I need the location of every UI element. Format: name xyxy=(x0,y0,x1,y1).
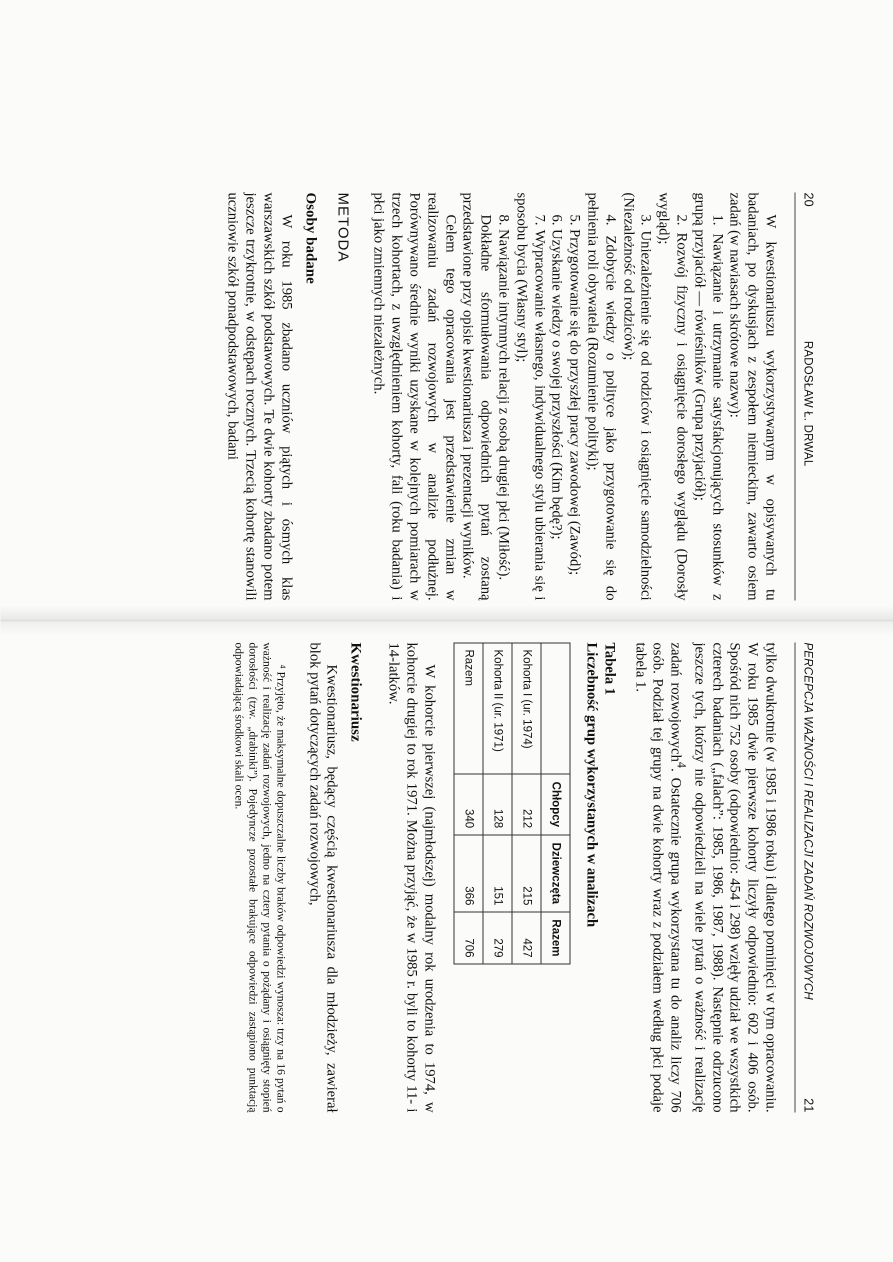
task-item-6: 6. Uzyskanie wiedzy o swojej przyszłości (Kim będę?); xyxy=(548,214,565,540)
table-cell: 340 xyxy=(453,774,482,835)
table-header-row xyxy=(540,643,569,964)
paragraph-formulations: Dokładne sformułowania odpowiednich pytań zostaną przedstawione przy opisie kwestionariusza i prezentacji wyników. xyxy=(459,192,494,600)
paragraph-text: tylko dwukrotnie (w 1985 i 1986 roku) i dlatego pominięci w tym opracowaniu. W roku 1985 dwie pierwsze kohorty liczyły odpowiednio: 602 i 406 osób. Spośród nich 752 osoby (odpowiednio: 454 i 298) wzięły udział we wszystkich czterech badaniach („falach”: 1985, 1986, 1987, 1988). Następnie odrzucono jeszcze tych, którzy nie odpowiedzieli na wiele pytań o ważność i realizację zadań rozwojowych xyxy=(667,642,778,1112)
task-item-3: 3. Uniezależnienie się od rodziców i osiągnięcie samodzielności (Niezależność od rodziców); xyxy=(619,192,654,600)
table-cell: 151 xyxy=(482,834,511,911)
right-page xyxy=(0,620,893,1262)
table-cell: Razem xyxy=(453,643,482,774)
intro-paragraph: W kwestionariuszu wykorzystywanym w opisywanych tu badaniach, po dyskusjach z zespołem niemieckim, zawarto osiem zadań (w nawiasach skrótowe nazwy): xyxy=(726,192,778,600)
table-cell: 128 xyxy=(482,774,511,835)
paragraph-aim: Celem tego opracowania jest przedstawienie zmian w realizowaniu zadań rozwojowych w analizie podłużnej. Porównywano średnie wyniki uzyskane w kolejnych pomiarach w trzech kohortach, z uwzględnieniem kohorty, fali (roku badania) i płci jako zmiennych niezależnych. xyxy=(370,192,458,600)
table-header-cell: Razem xyxy=(540,911,569,963)
footnote-marker: 4 xyxy=(674,761,689,768)
table-cell: Kohorta I (ur. 1974) xyxy=(511,643,540,774)
table-cell: Kohorta II (ur. 1971) xyxy=(482,643,511,774)
running-header-right xyxy=(794,642,815,1112)
table-row xyxy=(482,643,511,964)
section-heading-method: METODA xyxy=(333,192,351,262)
paragraph-cohorts: W kohorcie pierwszej (najmłodszej) modalny rok urodzenia to 1974, w kohorcie drugiej to rok 1971. Można przyjąć, że w 1985 r. byli to kohorty 11- i 14-latków. xyxy=(385,642,437,1112)
table-row xyxy=(453,643,482,964)
table-header-cell xyxy=(540,643,569,774)
table-cell: 212 xyxy=(511,774,540,835)
task-item-8: 8. Nawiązanie intymnych relacji z osobą drugiej płci (Miłość). xyxy=(495,214,512,580)
paragraph-questionnaire: Kwestionariusz, będący częścią kwestionariusza dla młodzieży, zawierał blok pytań dotyczących zadań rozwojowych, xyxy=(305,642,340,1112)
table-cell: 279 xyxy=(482,911,511,963)
subsection-heading-participants: Osoby badane xyxy=(301,192,318,284)
task-item-1: 1. Nawiązanie i utrzymanie satysfakcjonujących stosunków z grupą przyjaciół — rówieśników (Grupa przyjaciół); xyxy=(690,192,725,600)
paragraph-text: . Ostatecznie grupa wykorzystana tu do analiz liczy 706 osób. Podział tej grupy na dwie kohorty wraz z podziałem według płci podaje tabela 1. xyxy=(631,642,684,1113)
table-cell: 706 xyxy=(453,911,482,963)
table-header-cell: Dziewczęta xyxy=(540,834,569,911)
table-title: Liczebność grup wykorzystanych w analizach xyxy=(582,642,599,927)
cohort-table xyxy=(453,642,570,964)
left-page xyxy=(0,0,893,620)
table-cell: 215 xyxy=(511,834,540,911)
task-item-2: 2. Rozwój fizyczny i osiągnięcie dorosłego wyglądu (Dorosły wygląd); xyxy=(655,192,690,600)
table-cell: 427 xyxy=(511,911,540,963)
footnote: ⁴ Przyjęto, że maksymalne dopuszczalne liczby braków odpowiedzi wynosza: trzy na 16 pytań o ważność i realizację zadań rozwojowych, jedno na cztery pytania o pożądany i osiągnięty stopień dorosłości (tzw. „drabinki”). Pojedyncze pozostałe brakujące odpowiedzi zastąpiono punktacją odpowiadającą środkowi skali ocen. xyxy=(232,642,286,1112)
table-label: Tabela 1 xyxy=(600,642,617,695)
running-head-title: PERCEPCJA WAŻNOŚCI I REALIZACJI ZADAŃ ROZWOJOWYCH xyxy=(801,642,813,1000)
task-item-7: 7. Wypracowanie własnego, indywidualnego stylu ubierania się i sposobu bycia (Własny styl); xyxy=(512,192,547,600)
table-header-cell: Chłopcy xyxy=(540,774,569,835)
page-number: 20 xyxy=(801,192,815,207)
running-header-left xyxy=(794,192,815,600)
table-cell: 366 xyxy=(453,834,482,911)
running-head-author: RADOSŁAW Ł. DRWAL xyxy=(801,340,813,466)
paragraph-continuation xyxy=(630,642,778,1112)
paragraph-participants: W roku 1985 zbadano uczniów piątych i ósmych klas warszawskich szkół podstawowych. Te dwie kohorty zbadano potem jeszcze trzykrotnie, w odstępach rocznych. Trzecią kohortę stanowili uczniowie szkół ponadpodstawowych, badani xyxy=(224,192,294,600)
task-item-4: 4. Zdobycie wiedzy o polityce jako przygotowanie się do pełnienia roli obywatela (Rozumienie polityki); xyxy=(584,192,618,600)
task-item-5: 5. Przygotowanie się do przyszłej pracy zawodowej (Zawód); xyxy=(566,214,583,575)
table-row xyxy=(511,643,540,964)
page-number: 21 xyxy=(801,1097,815,1112)
subsection-heading-questionnaire: Kwestionariusz xyxy=(347,642,364,742)
